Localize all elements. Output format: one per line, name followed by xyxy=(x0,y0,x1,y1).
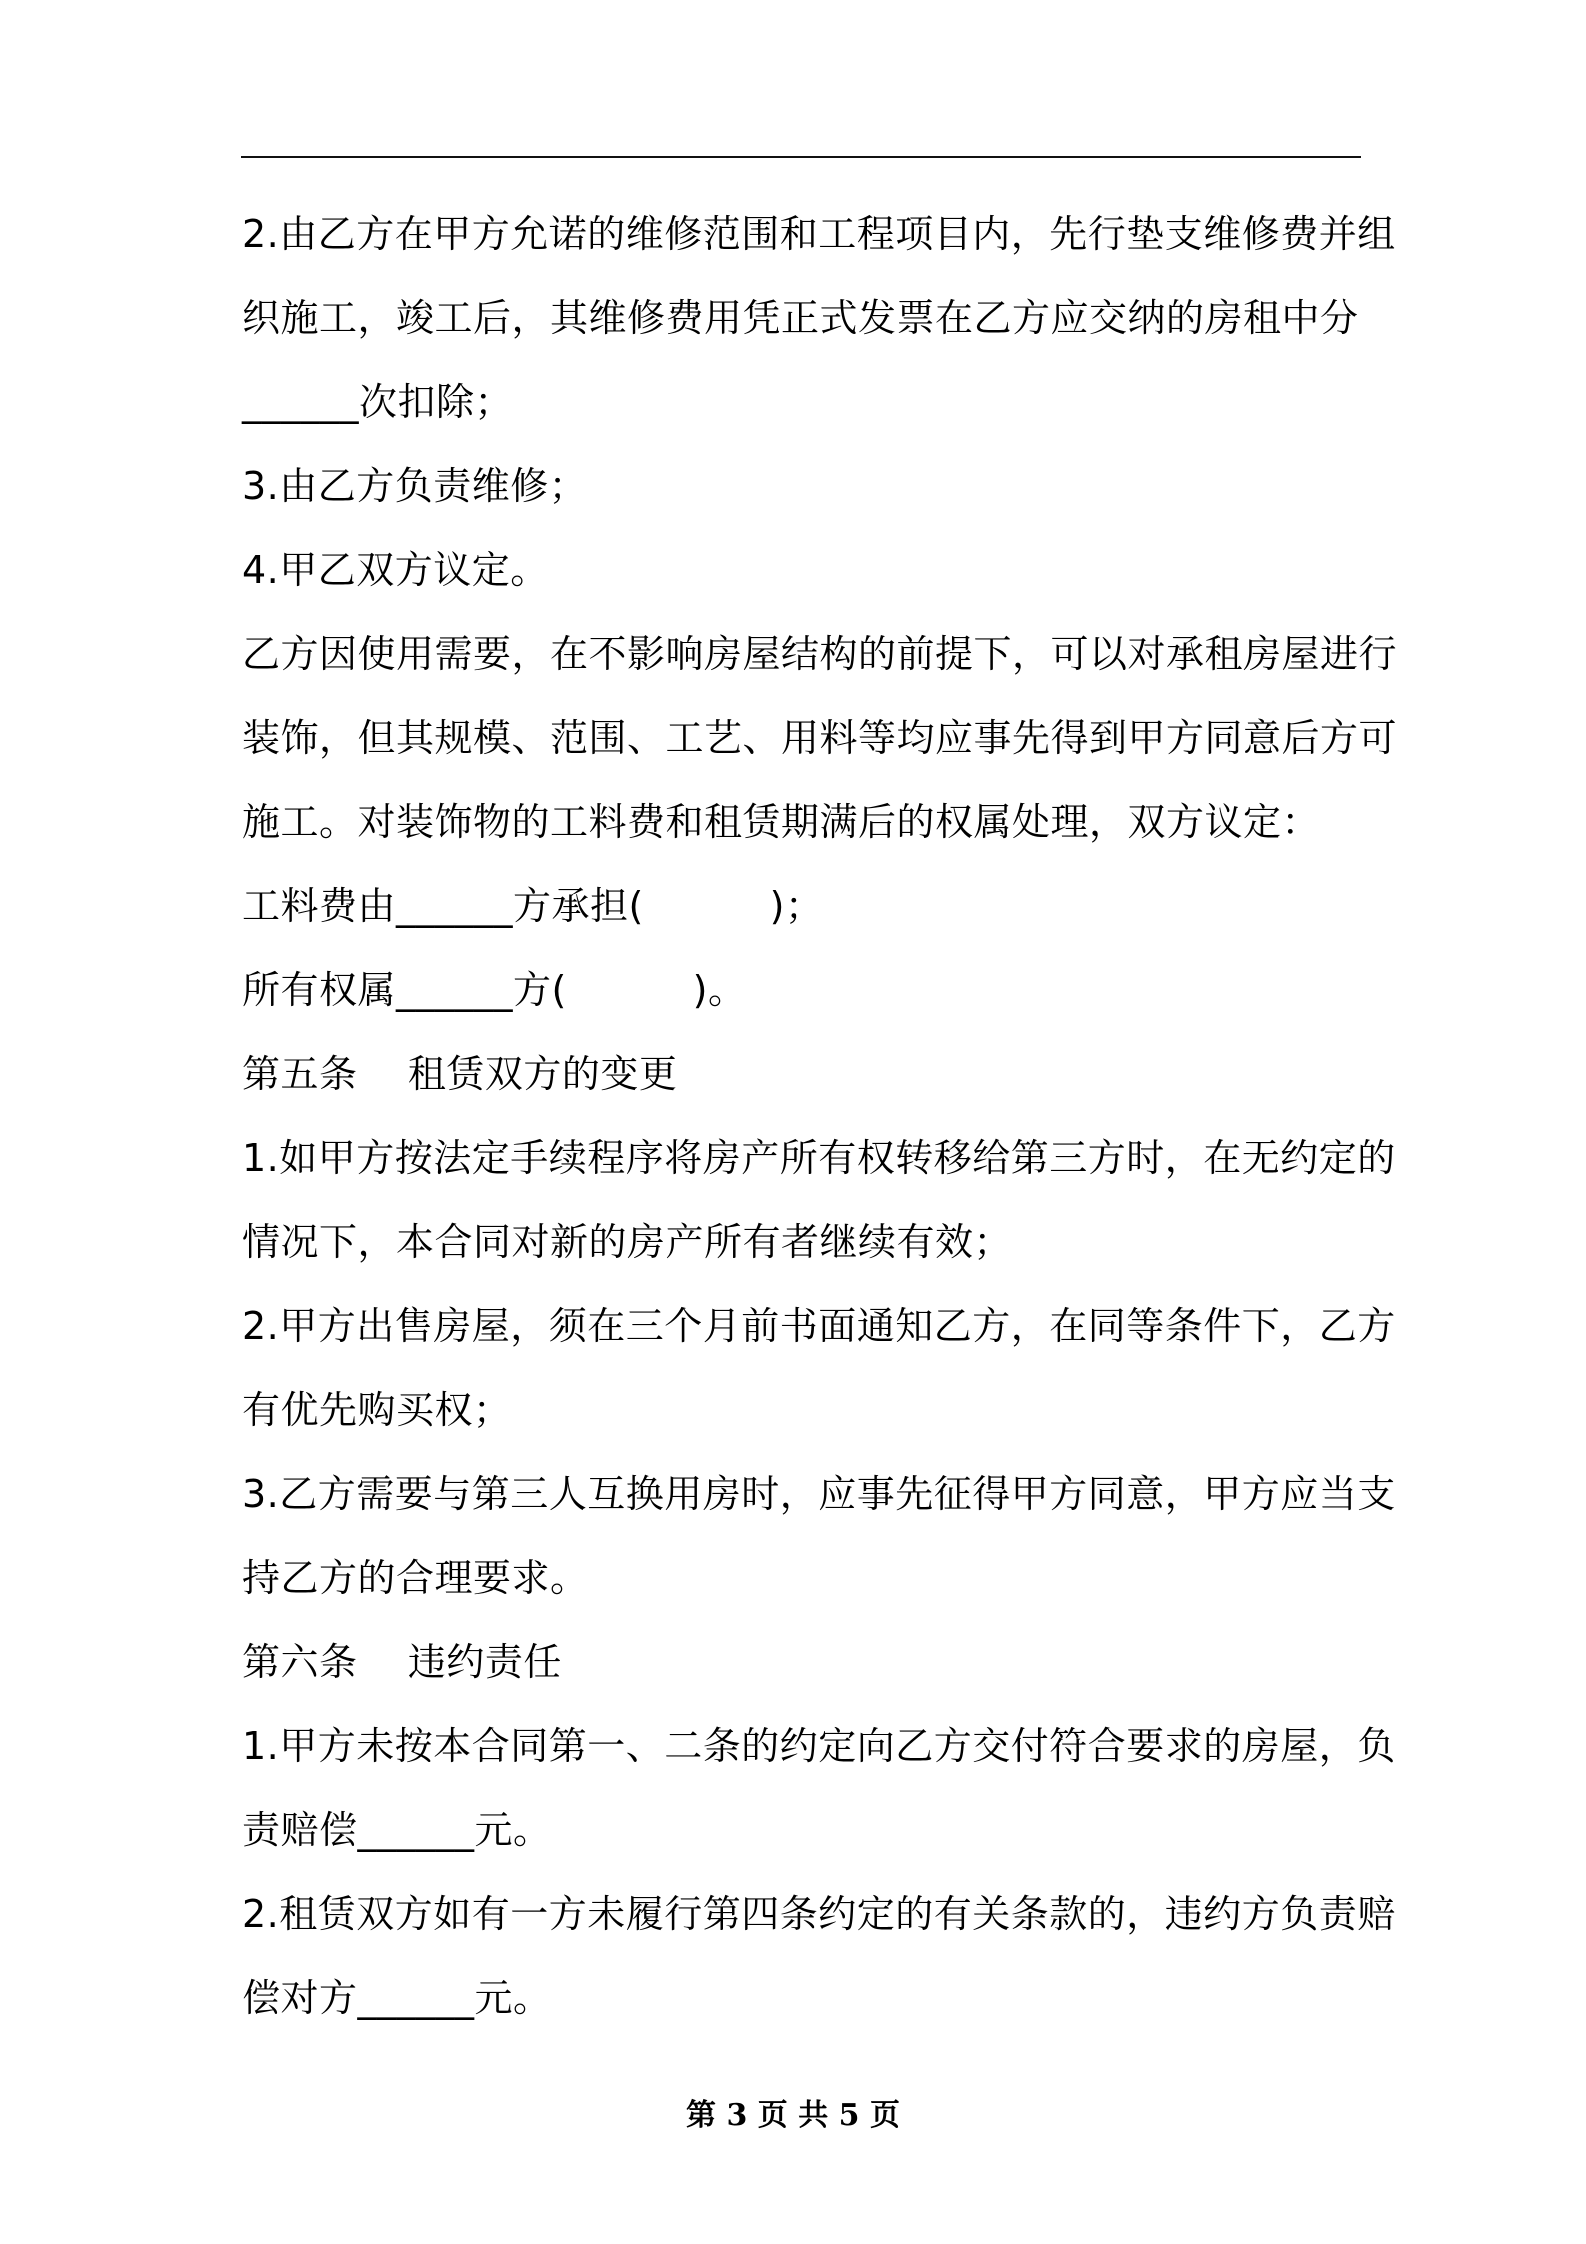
section-heading: 第五条 租赁双方的变更 xyxy=(242,1052,678,1096)
text-line: 2.甲方出售房屋，须在三个月前书面通知乙方，在同等条件下，乙方 xyxy=(242,1304,1396,1348)
text-line: 有优先购买权； xyxy=(242,1388,512,1432)
text-line: 织施工，竣工后，其维修费用凭正式发票在乙方应交纳的房租中分 xyxy=(242,296,1359,340)
section-heading: 第六条 违约责任 xyxy=(242,1640,562,1684)
text-line: 责赔偿______元。 xyxy=(242,1808,552,1852)
text-line: 乙方因使用需要，在不影响房屋结构的前提下，可以对承租房屋进行 xyxy=(242,632,1398,676)
page-number: 第 3 页 共 5 页 xyxy=(686,2098,900,2133)
text-line: 情况下，本合同对新的房产所有者继续有效； xyxy=(242,1220,1013,1264)
text-line: 工料费由______方承担( )； xyxy=(242,884,824,928)
text-line: 1.如甲方按法定手续程序将房产所有权转移给第三方时，在无约定的 xyxy=(242,1136,1396,1180)
text-line: 持乙方的合理要求。 xyxy=(242,1556,589,1600)
header-rule xyxy=(241,156,1361,158)
text-line: 1.甲方未按本合同第一、二条的约定向乙方交付符合要求的房屋，负 xyxy=(242,1724,1396,1768)
text-line: 所有权属______方( )。 xyxy=(242,968,747,1012)
text-line: 装饰，但其规模、范围、工艺、用料等均应事先得到甲方同意后方可 xyxy=(242,716,1398,760)
text-line: 3.乙方需要与第三人互换用房时，应事先征得甲方同意，甲方应当支 xyxy=(242,1472,1396,1516)
text-line: ______次扣除； xyxy=(242,380,514,424)
text-line: 2.由乙方在甲方允诺的维修范围和工程项目内，先行垫支维修费并组 xyxy=(242,212,1396,256)
text-line: 2.租赁双方如有一方未履行第四条约定的有关条款的，违约方负责赔 xyxy=(242,1892,1396,1936)
text-line: 偿对方______元。 xyxy=(242,1976,552,2020)
text-line: 3.由乙方负责维修； xyxy=(242,464,588,508)
document-body xyxy=(242,192,1398,2040)
text-line: 施工。对装饰物的工料费和租赁期满后的权属处理，双方议定： xyxy=(242,800,1321,844)
text-line: 4.甲乙双方议定。 xyxy=(242,548,549,592)
